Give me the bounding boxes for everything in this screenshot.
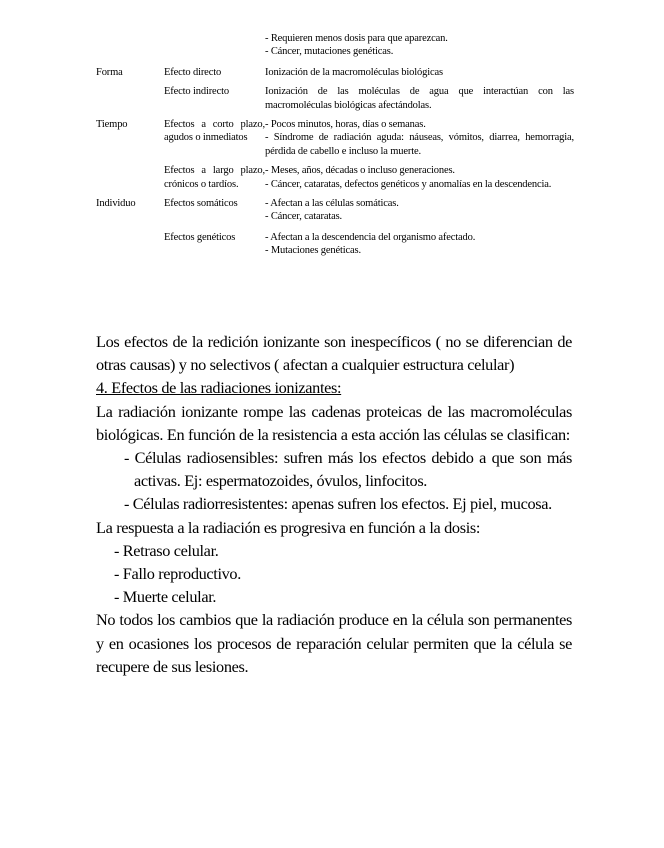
effect-type: Efectos genéticos	[164, 231, 236, 243]
effect-description	[265, 164, 574, 191]
effect-description: Ionización de la macromoléculas biológicas	[265, 66, 443, 78]
desc-line: - Afectan a las células somáticas.	[265, 198, 399, 210]
effect-type: Efectos somáticos	[164, 198, 238, 210]
desc-line: - Mutaciones genéticas.	[265, 245, 361, 257]
paragraph-dose-response: La respuesta a la radiación es progresiva en función a la dosis:	[96, 517, 481, 537]
effect-type: Efecto indirecto	[164, 86, 229, 98]
effect-description	[265, 118, 574, 158]
main-text	[96, 330, 572, 678]
table-cell: - Cáncer, mutaciones genéticas.	[265, 46, 394, 58]
row-label-individuo: Individuo	[96, 198, 136, 210]
desc-line: - Cáncer, cataratas, defectos genéticos y anomalías en la descendencia.	[265, 178, 552, 190]
table-row	[96, 66, 574, 79]
desc-line: - Cáncer, cataratas.	[265, 211, 343, 223]
list-item: - Retraso celular.	[114, 540, 219, 560]
effect-type: Efectos a largo plazo, crónicos o tardíos.	[164, 165, 265, 190]
effect-type: Efectos a corto plazo, agudos o inmediatos	[164, 119, 265, 144]
list-item: - Muerte celular.	[114, 587, 217, 607]
effect-description	[265, 231, 574, 258]
desc-line: - Pocos minutos, horas, días o semanas.	[265, 119, 426, 131]
list-item: - Células radiosensibles: sufren más los efectos debido a que son más activas. Ej: espermatozoides, óvulos, linfocitos.	[124, 448, 572, 491]
table-row	[96, 231, 574, 258]
row-label-tiempo: Tiempo	[96, 119, 128, 131]
table-row	[96, 164, 574, 191]
table-row	[96, 197, 574, 224]
table-row	[96, 118, 574, 158]
radiation-effects-table	[96, 32, 574, 258]
paragraph-nonspecific-effects: Los efectos de la redición ionizante son inespecíficos ( no se diferencian de otras causas) y no selectivos ( afectan a cualquier estructura celular)	[96, 332, 572, 375]
desc-line: - Síndrome de radiación aguda: náuseas, vómitos, diarrea, hemorragia, pérdida de cabello e incluso la muerte.	[265, 132, 574, 157]
row-label-forma: Forma	[96, 66, 123, 78]
paragraph-cell-classification: La radiación ionizante rompe las cadenas proteicas de las macromoléculas biológicas. En función de la resistencia a esta acción las células se clasifican:	[96, 401, 572, 444]
effect-type: Efecto directo	[164, 66, 222, 78]
list-item: - Fallo reproductivo.	[114, 564, 241, 584]
effect-description	[265, 197, 574, 224]
table-cell: - Requieren menos dosis para que aparezcan.	[265, 33, 448, 44]
table-row	[96, 85, 574, 112]
section-heading: 4. Efectos de las radiaciones ionizantes:	[96, 378, 342, 398]
list-item: - Células radiorresistentes: apenas sufren los efectos. Ej piel, mucosa.	[124, 494, 552, 514]
paragraph-cell-repair: No todos los cambios que la radiación produce en la célula son permanentes y en ocasiones los procesos de reparación celular permiten que la célula se recupere de sus lesiones.	[96, 610, 572, 676]
desc-line: - Afectan a la descendencia del organismo afectado.	[265, 231, 476, 243]
effect-description: Ionización de las moléculas de agua que interactúan con las macromoléculas biológicas afectándolas.	[265, 86, 574, 111]
table-row	[96, 32, 574, 59]
desc-line: - Meses, años, décadas o incluso generaciones.	[265, 165, 455, 177]
